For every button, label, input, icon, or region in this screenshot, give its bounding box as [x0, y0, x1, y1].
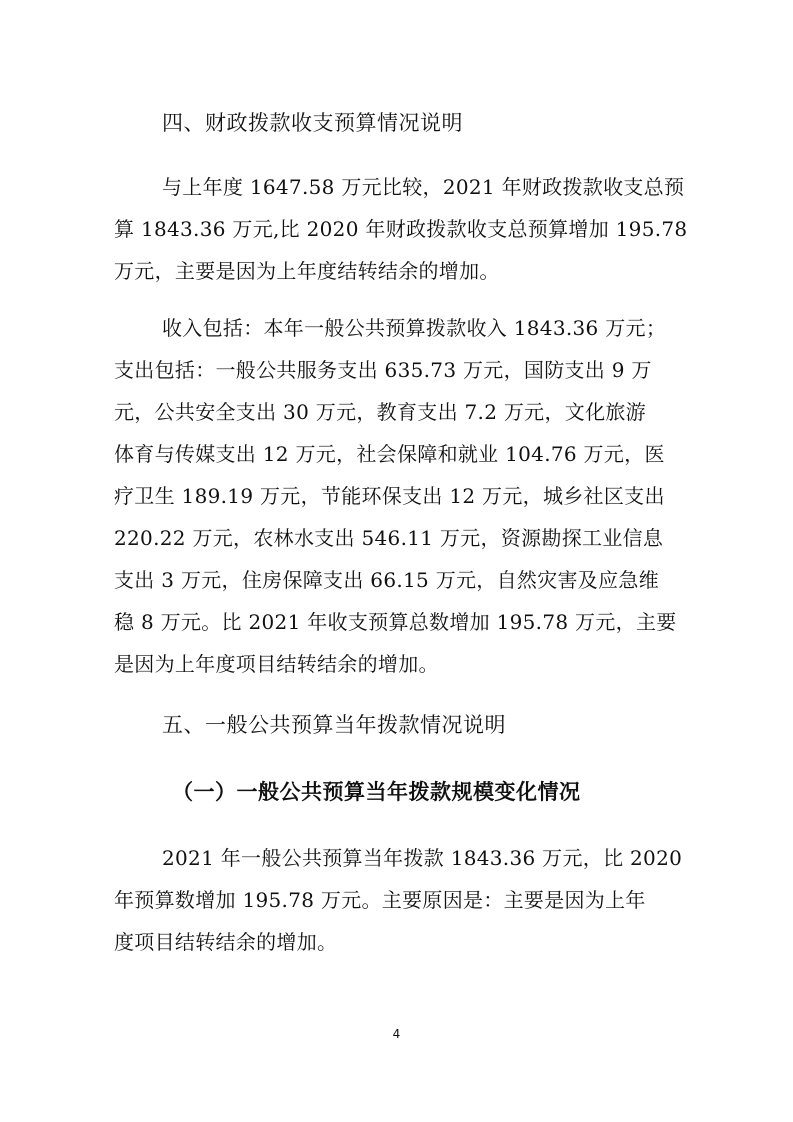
section-4-paragraph-2 — [114, 307, 684, 685]
paragraph-line: 220.22 万元，农林水支出 546.11 万元，资源勘探工业信息 — [114, 526, 664, 550]
section-5-subheading: （一）一般公共预算当年拨款规模变化情况 — [172, 780, 581, 804]
section-5-paragraph-1 — [114, 837, 684, 963]
paragraph-line: 2021 年一般公共预算当年拨款 1843.36 万元，比 2020 — [162, 846, 683, 870]
paragraph-line: 支出 3 万元，住房保障支出 66.15 万元，自然灾害及应急维 — [114, 568, 660, 592]
paragraph-line: 年预算数增加 195.78 万元。主要原因是：主要是因为上年 — [114, 888, 646, 912]
section-5-heading: 五、一般公共预算当年拨款情况说明 — [162, 713, 506, 737]
paragraph-line: 收入包括：本年一般公共预算拨款收入 1843.36 万元； — [162, 316, 667, 340]
paragraph-line: 度项目结转结余的增加。 — [114, 930, 338, 954]
paragraph-line: 算 1843.36 万元,比 2020 年财政拨款收支总预算增加 195.78 — [114, 217, 688, 241]
paragraph-line: 稳 8 万元。比 2021 年收支预算总数增加 195.78 万元，主要 — [114, 610, 677, 634]
paragraph-line: 疗卫生 189.19 万元，节能环保支出 12 万元，城乡社区支出 — [114, 484, 665, 508]
section-4-heading: 四、财政拨款收支预算情况说明 — [162, 111, 463, 135]
paragraph-line: 万元，主要是因为上年度结转结余的增加。 — [114, 259, 500, 283]
paragraph-line: 体育与传媒支出 12 万元，社会保障和就业 104.76 万元，医 — [114, 442, 665, 466]
paragraph-line: 元，公共安全支出 30 万元，教育支出 7.2 万元，文化旅游 — [114, 400, 646, 424]
page-number: 4 — [392, 1027, 401, 1041]
paragraph-line: 与上年度 1647.58 万元比较，2021 年财政拨款收支总预 — [162, 175, 685, 199]
paragraph-line: 是因为上年度项目结转结余的增加。 — [114, 652, 439, 676]
section-4-paragraph-1 — [114, 166, 688, 292]
paragraph-line: 支出包括：一般公共服务支出 635.73 万元，国防支出 9 万 — [114, 358, 652, 382]
